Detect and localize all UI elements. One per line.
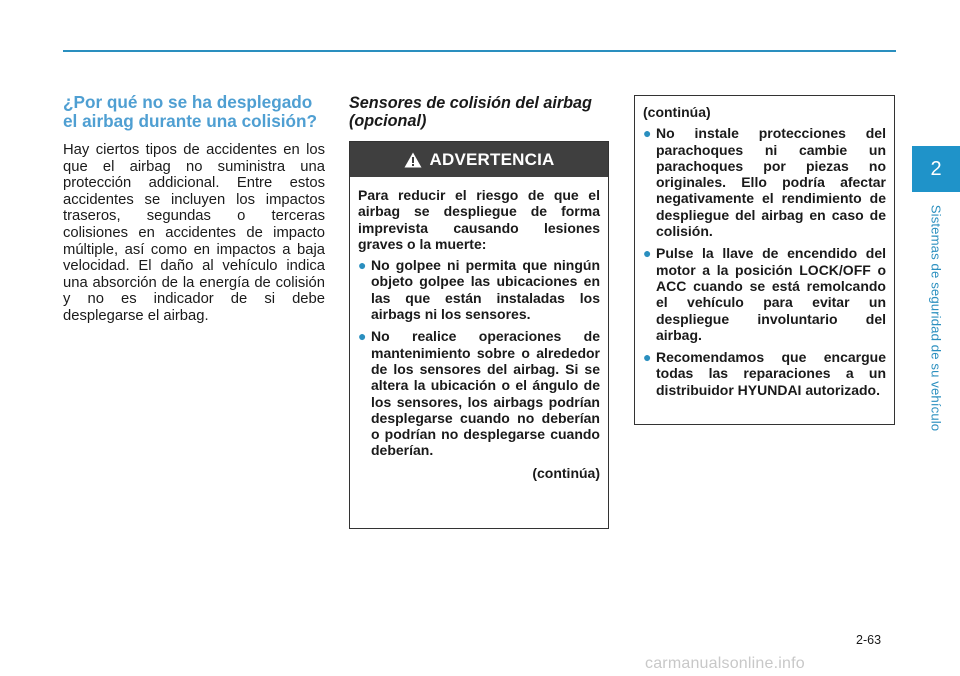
- bullet-icon: ●: [358, 257, 367, 274]
- warning-item-text: No golpee ni permita que ningún objeto golpee las ubicaciones en las que están instaladas los airbags ni los sensores.: [371, 257, 600, 323]
- list-item: [643, 349, 886, 398]
- middle-column: [349, 95, 611, 130]
- continues-label: (continúa): [532, 464, 600, 481]
- chapter-tab: [912, 146, 960, 192]
- continued-label: (continúa): [643, 104, 711, 120]
- warning-item-text: No realice operaciones de mantenimiento sobre o alrededor de los sensores del airbag. Si se altera la ubicación o el ángulo de los sensores, los airbags podrían desplegarse cuando no deberían o podrían no desplegarse cuando deberían.: [371, 328, 600, 459]
- list-item: [358, 328, 600, 458]
- chapter-number: 2: [930, 157, 942, 180]
- sensors-heading: Sensores de colisión del airbag (opcional): [349, 94, 592, 130]
- left-column: [63, 93, 325, 325]
- warning-box: [349, 141, 609, 529]
- list-item: [643, 245, 886, 343]
- continued-list: [643, 125, 886, 398]
- warning-intro: Para reducir el riesgo de que el airbag se despliegue de forma imprevista causando lesiones graves o la muerte:: [358, 187, 600, 252]
- top-divider: [63, 50, 896, 52]
- bullet-icon: ●: [358, 328, 367, 345]
- bullet-icon: ●: [643, 349, 652, 366]
- continued-item-text: Recomendamos que encargue todas las reparaciones a un distribuidor HYUNDAI autorizado.: [656, 349, 886, 398]
- watermark: carmanualsonline.info: [645, 655, 805, 672]
- list-item: [358, 257, 600, 322]
- bullet-icon: ●: [643, 245, 652, 262]
- section-body-text: Hay ciertos tipos de accidentes en los que el airbag no suministra una protección addicional. Entre estos accidentes se incluyen los impactos traseros, segundas o terceras colisiones en accidentes de impacto múltiple, así como en impactos a baja velocidad. El daño al vehículo indica una absorción de la energía de colisión y no es indicador de si debe desplegarse el airbag.: [63, 142, 325, 324]
- warning-header: [350, 142, 608, 177]
- list-item: [643, 125, 886, 239]
- page-number: 2-63: [856, 633, 882, 647]
- continued-warning-box: [634, 95, 895, 425]
- section-heading: ¿Por qué no se ha desplegado el airbag durante una colisión?: [63, 92, 318, 131]
- continued-content: [635, 96, 894, 398]
- warning-title: ADVERTENCIA: [429, 149, 555, 169]
- continued-item-text: Pulse la llave de encendido del motor a la posición LOCK/OFF o ACC cuando se está remolcando el vehículo para evitar un despliegue involuntario del airbag.: [656, 245, 886, 343]
- warning-content: [350, 177, 608, 481]
- warning-list: [358, 257, 600, 459]
- chapter-title: Sistemas de seguridad de su vehículo: [928, 204, 944, 432]
- continued-item-text: No instale protecciones del parachoques ni cambie un parachoques por piezas no originales. Ello podría afectar negativamente el rendimiento de despliegue del airbag en caso de colisión.: [656, 125, 886, 240]
- bullet-icon: ●: [643, 125, 652, 142]
- warning-triangle-icon: [404, 152, 422, 168]
